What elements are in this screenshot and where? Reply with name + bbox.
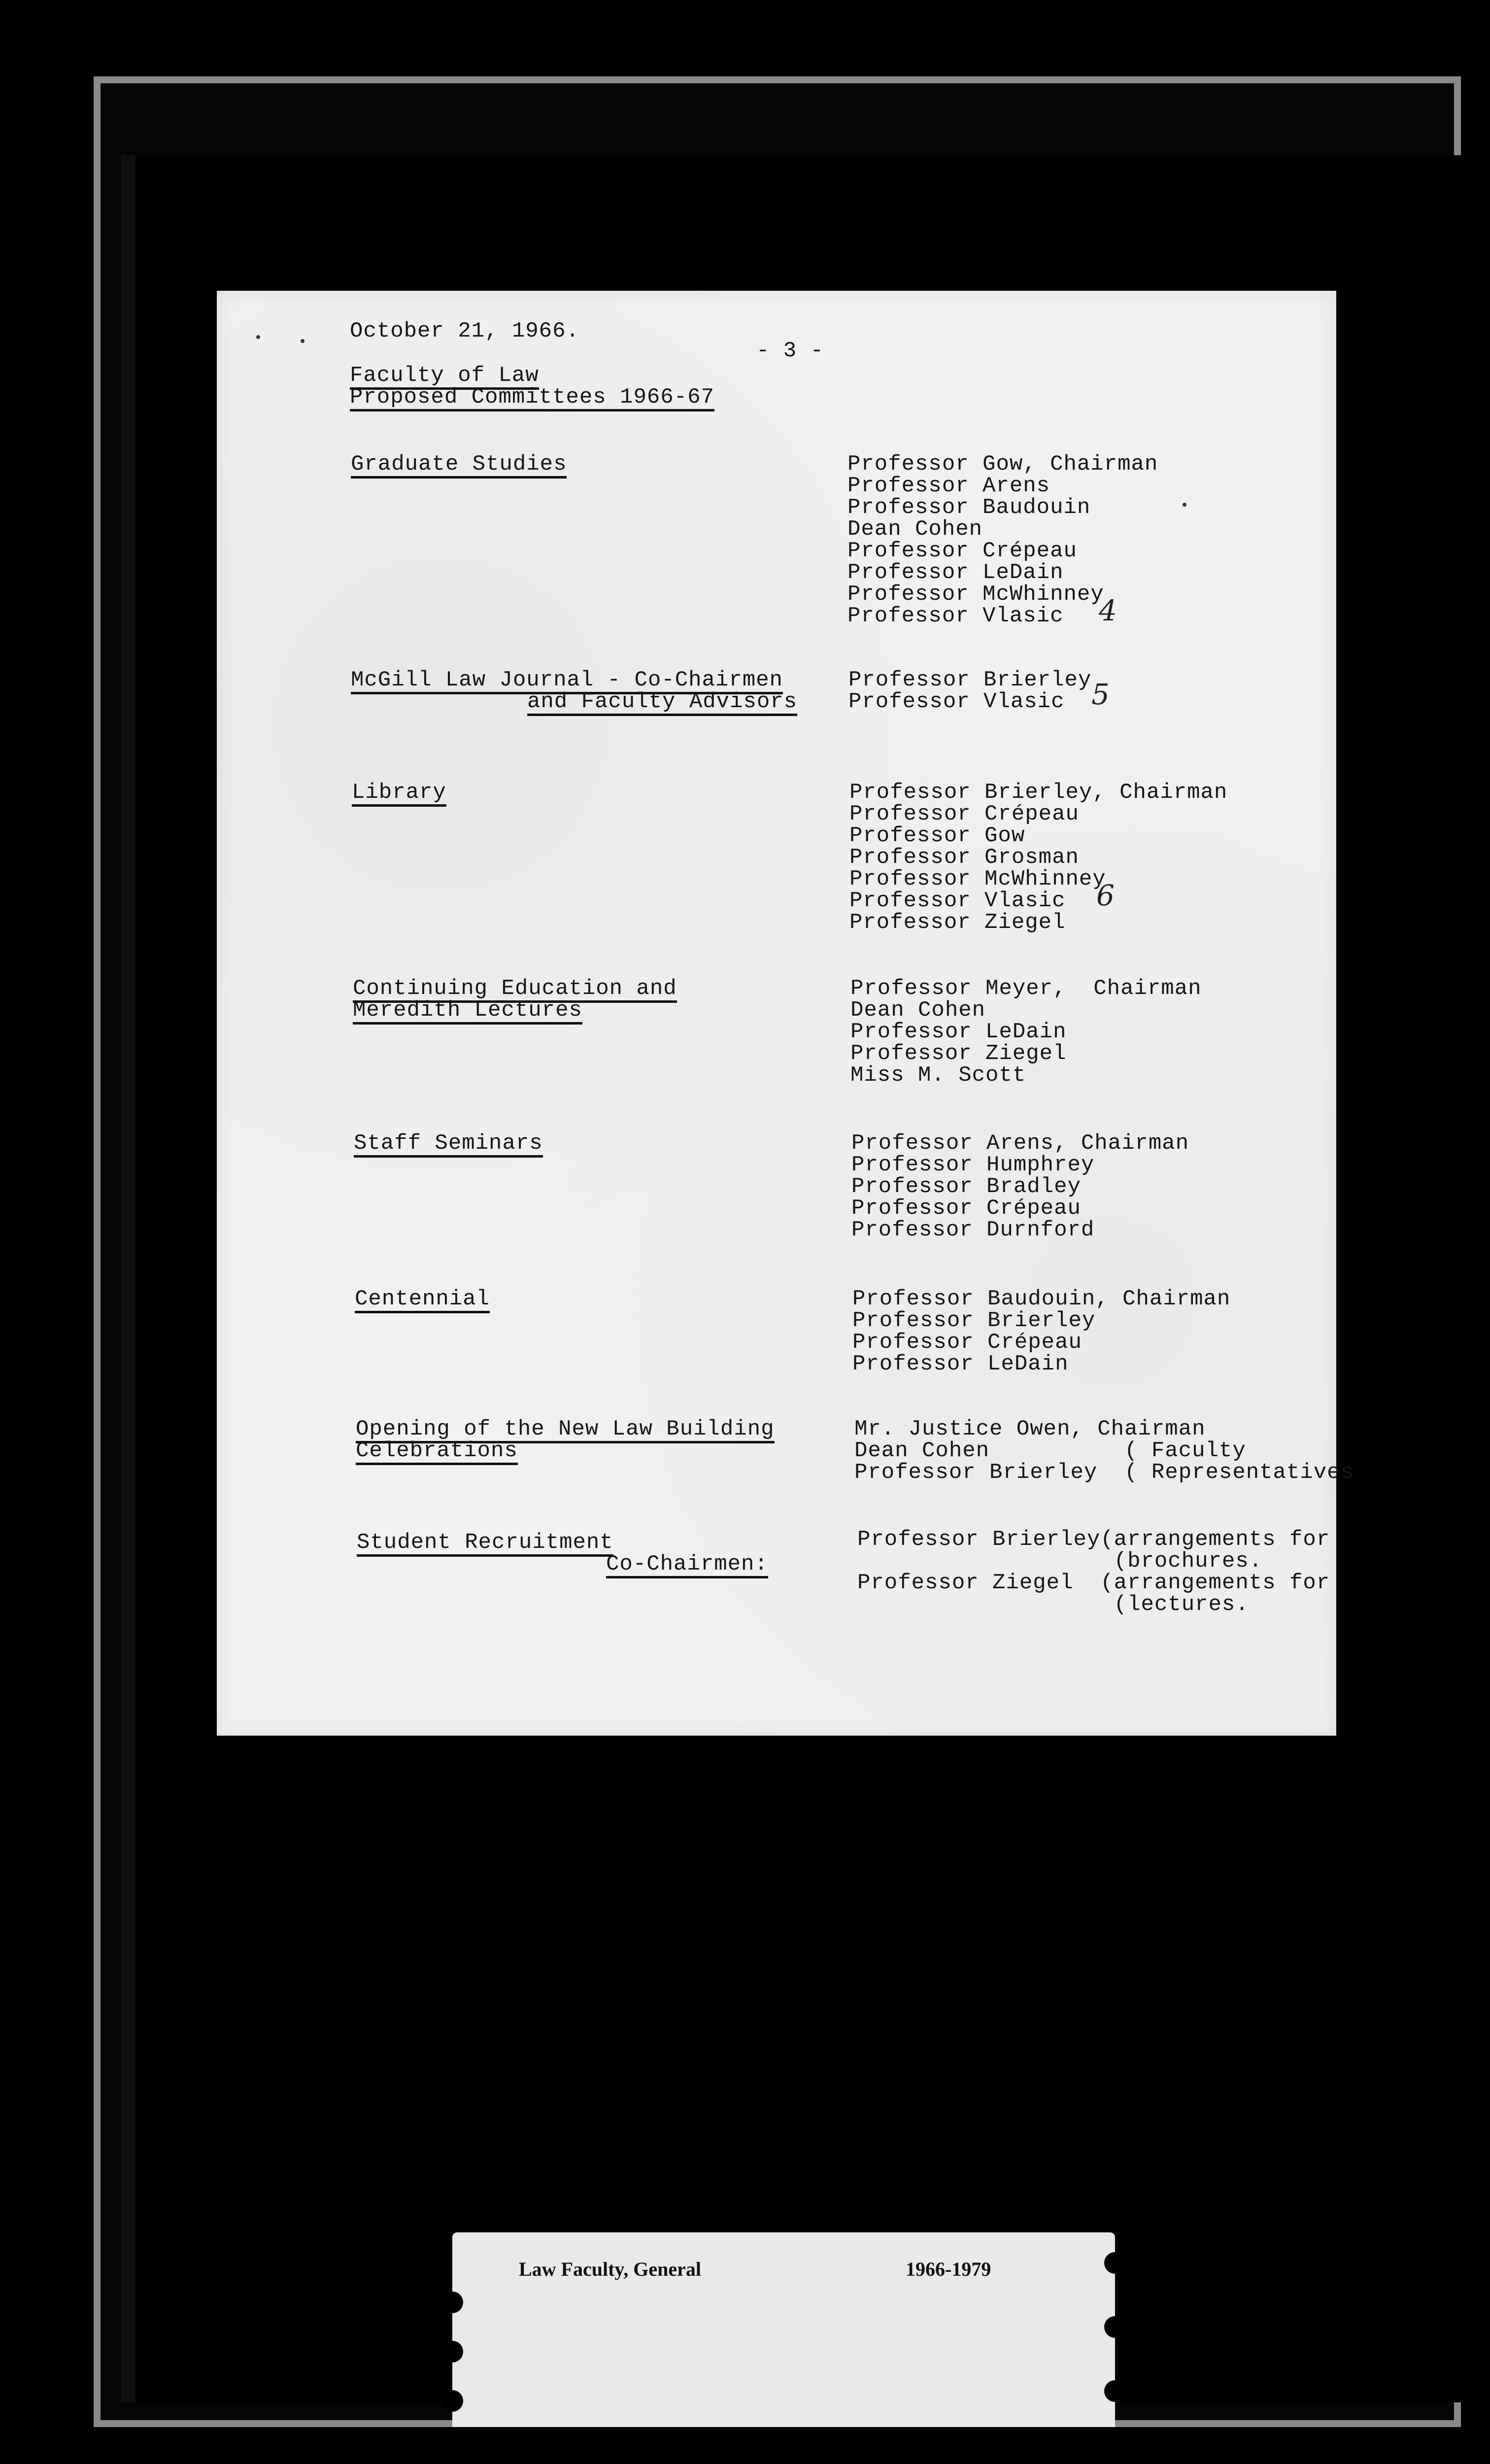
document-page <box>217 291 1354 1736</box>
committee-name: Opening of the New Law Building <box>356 1418 775 1443</box>
handwritten-count: 5 <box>1091 678 1110 711</box>
heading-committees: Proposed Committees 1966-67 <box>350 386 714 411</box>
dust-speck <box>1183 503 1186 507</box>
page-number: - 3 - <box>756 339 824 363</box>
member-line: (brochures. <box>857 1549 1263 1574</box>
member-line: Dean Cohen <box>850 998 986 1023</box>
member-line: Professor Brierley, Chairman <box>849 780 1228 805</box>
committee-name: Centennial <box>355 1288 490 1313</box>
member-line: Professor Vlasic <box>848 689 1065 714</box>
member-line: Professor Brierley <box>848 668 1092 692</box>
member-line: Professor LeDain <box>852 1352 1069 1376</box>
committee-name: Graduate Studies <box>351 453 567 479</box>
member-line: Professor Brierley(arrangements for <box>857 1527 1330 1552</box>
heading-faculty: Faculty of Law <box>350 365 539 390</box>
member-line: Professor Crépeau <box>852 1330 1082 1355</box>
committee-name-cont: Celebrations <box>356 1440 518 1465</box>
dust-speck <box>256 335 260 339</box>
archive-years-label: 1966-1979 <box>906 2258 991 2280</box>
member-line: Professor Crépeau <box>851 1196 1081 1221</box>
handwritten-count: 6 <box>1096 879 1115 912</box>
film-perforation <box>1104 2380 1126 2402</box>
handwritten-count: 4 <box>1099 594 1117 627</box>
committee-name-cont: and Faculty Advisors <box>527 691 797 716</box>
member-line: Professor Gow, Chairman <box>847 452 1158 477</box>
member-line: Professor Crépeau <box>849 802 1079 826</box>
document-date: October 21, 1966. <box>350 319 579 343</box>
member-line: Professor Arens, Chairman <box>851 1131 1189 1156</box>
member-line: Professor Meyer, Chairman <box>850 976 1202 1001</box>
film-perforation <box>1104 2252 1126 2274</box>
member-line: Professor Grosman <box>849 845 1079 870</box>
committee-name: Continuing Education and <box>353 978 677 1003</box>
member-line: Professor Humphrey <box>851 1153 1095 1177</box>
member-line: Professor Vlasic <box>849 889 1066 913</box>
member-line: Professor Bradley <box>851 1174 1081 1199</box>
dust-speck <box>301 339 305 343</box>
archive-collection-label: Law Faculty, General <box>519 2258 701 2280</box>
member-line: Professor McWhinney <box>847 582 1104 607</box>
member-line: Professor LeDain <box>850 1020 1067 1044</box>
member-line: Professor Durnford <box>851 1218 1095 1242</box>
member-line: Professor LeDain <box>847 560 1064 585</box>
member-line: Dean Cohen ( Faculty <box>854 1438 1246 1463</box>
committee-name: Staff Seminars <box>354 1132 543 1158</box>
member-line: Miss M. Scott <box>850 1063 1026 1088</box>
member-line: Professor Ziegel <box>849 910 1066 935</box>
committee-name-cont: Meredith Lectures <box>353 999 582 1025</box>
member-line: Professor Arens <box>847 474 1050 498</box>
member-line: (lectures. <box>857 1592 1249 1617</box>
member-line: Professor Brierley <box>852 1308 1096 1333</box>
member-line: Professor Gow <box>849 823 1025 848</box>
member-line: Professor Vlasic <box>847 604 1064 628</box>
member-line: Professor Brierley ( Representatives <box>854 1460 1354 1485</box>
film-perforation <box>441 2292 463 2313</box>
member-line: Professor McWhinney <box>849 867 1106 891</box>
archive-label-strip <box>452 2232 1115 2427</box>
member-line: Professor Baudouin, Chairman <box>852 1287 1231 1311</box>
film-perforation <box>1104 2316 1126 2338</box>
member-line: Professor Crépeau <box>847 539 1077 563</box>
member-line: Dean Cohen <box>847 517 983 542</box>
member-line: Professor Baudouin <box>847 495 1091 520</box>
film-perforation <box>441 2390 463 2412</box>
member-line: Mr. Justice Owen, Chairman <box>854 1417 1206 1441</box>
committee-name: McGill Law Journal - Co-Chairmen <box>351 669 783 694</box>
committee-name: Library <box>352 782 446 807</box>
member-line: Professor Ziegel (arrangements for <box>857 1571 1330 1595</box>
member-line: Professor Ziegel <box>850 1041 1067 1066</box>
committee-name-cont: Co-Chairmen: <box>606 1553 768 1578</box>
film-perforation <box>441 2341 463 2362</box>
committee-name: Student Recruitment <box>357 1532 613 1557</box>
